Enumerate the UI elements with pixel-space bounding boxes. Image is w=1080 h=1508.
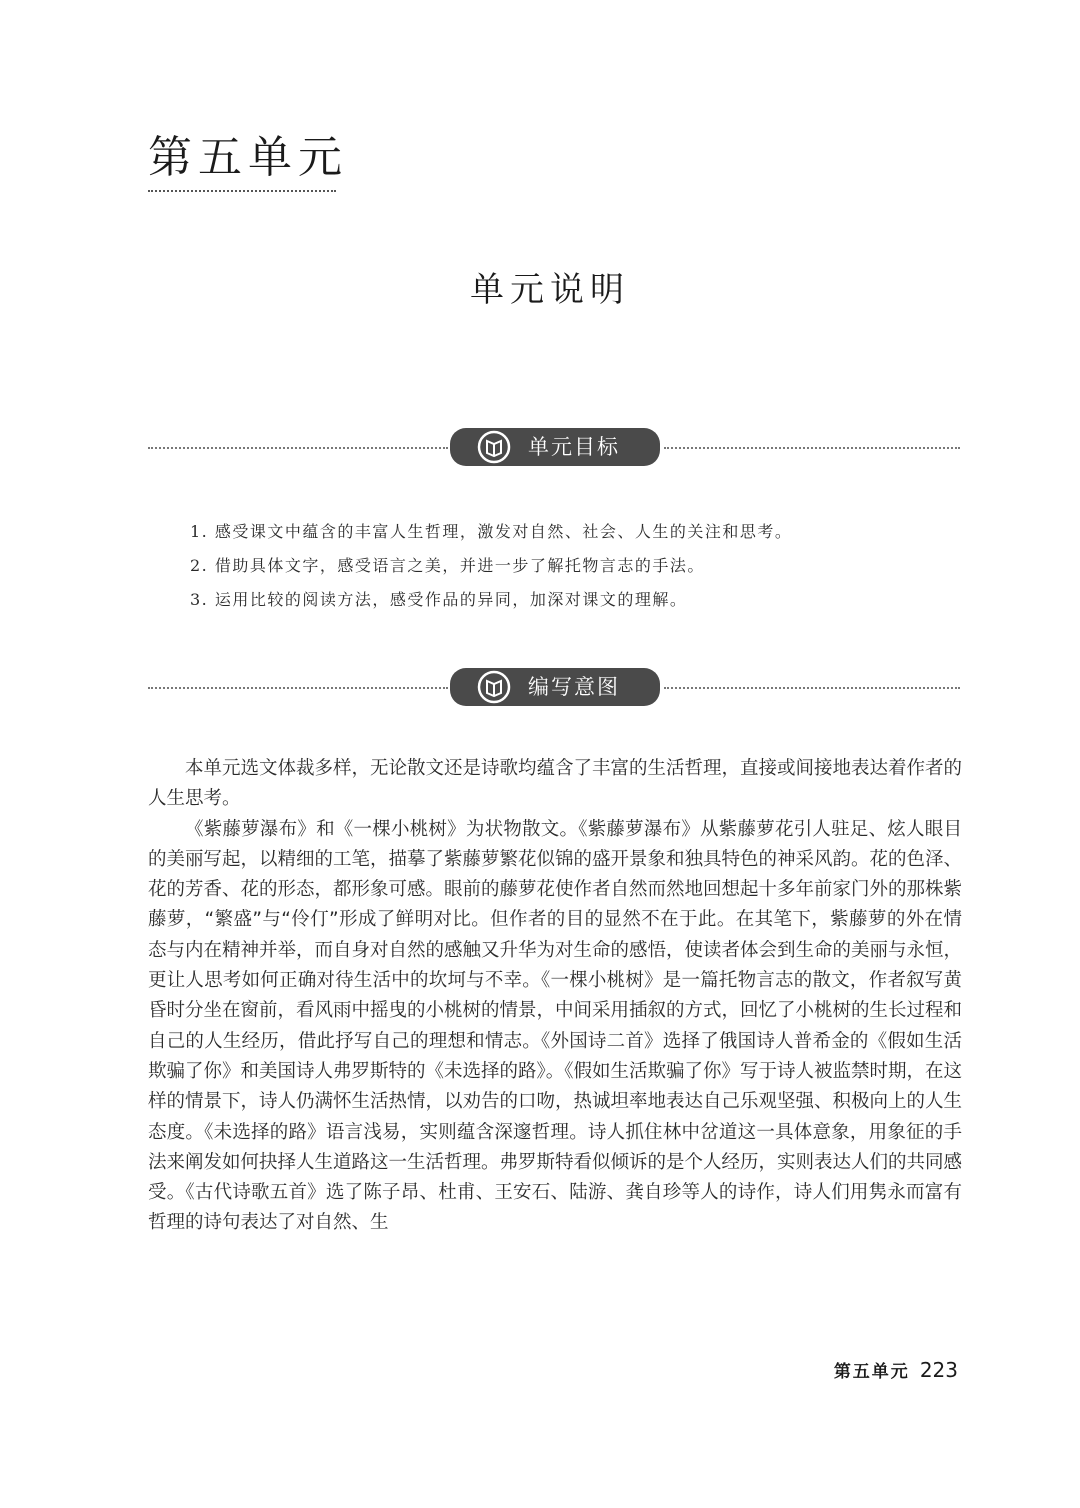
- dotted-rule-right: [664, 687, 960, 689]
- objectives-banner-row: [148, 428, 960, 466]
- page-number: 223: [919, 1358, 958, 1382]
- page-footer: [834, 1357, 958, 1382]
- paragraph: 《紫藤萝瀑布》和《一棵小桃树》为状物散文。《紫藤萝瀑布》从紫藤萝花引人驻足、炫人眼目的美丽写起，以精细的工笔，描摹了紫藤萝繁花似锦的盛开景象和独具特色的神采风韵。花的色泽、花的芳香、花的形态，都形象可感。眼前的藤萝花使作者自然而然地回想起十多年前家门外的那株紫藤萝，“繁盛”与“伶仃”形成了鲜明对比。但作者的目的显然不在于此。在其笔下，紫藤萝的外在情态与内在精神并举，而自身对自然的感触又升华为对生命的感悟，使读者体会到生命的美丽与永恒，更让人思考如何正确对待生活中的坎坷与不幸。《一棵小桃树》是一篇托物言志的散文，作者叙写黄昏时分坐在窗前，看风雨中摇曳的小桃树的情景，中间采用插叙的方式，回忆了小桃树的生长过程和自己的人生经历，借此抒写自己的理想和情志。《外国诗二首》选择了俄国诗人普希金的《假如生活欺骗了你》和美国诗人弗罗斯特的《未选择的路》。《假如生活欺骗了你》写于诗人被监禁时期，在这样的情景下，诗人仍满怀生活热情，以劝告的口吻，热诚坦率地表达自己乐观坚强、积极向上的人生态度。《未选择的路》语言浅易，实则蕴含深邃哲理。诗人抓住林中岔道这一具体意象，用象征的手法来阐发如何抉择人生道路这一生活哲理。弗罗斯特看似倾诉的是个人经历，实则表达人们的共同感受。《古代诗歌五首》选了陈子昂、杜甫、王安石、陆游、龚自珍等人的诗作，诗人们用隽永而富有哲理的诗句表达了对自然、生: [148, 818, 963, 1234]
- objectives-banner-label: 单元目标: [528, 435, 620, 459]
- dotted-rule-left: [148, 447, 448, 449]
- list-item: 3. 运用比较的阅读方法，感受作品的异同，加深对课文的理解。: [190, 590, 688, 609]
- intent-banner-row: [148, 668, 960, 706]
- intent-banner-label: 编写意图: [528, 675, 620, 699]
- paragraph: 本单元选文体裁多样，无论散文还是诗歌均蕴含了丰富的生活哲理，直接或间接地表达着作者的人生思考。: [148, 758, 963, 810]
- unit-explanation-heading: 单元说明: [470, 270, 630, 310]
- book-icon: [476, 429, 512, 465]
- unit-title-underline: [148, 190, 336, 192]
- unit-title: 第五单元: [148, 132, 348, 183]
- book-icon: [476, 669, 512, 705]
- intent-banner: [450, 668, 660, 706]
- intent-body: [148, 754, 962, 1239]
- dotted-rule-left: [148, 687, 448, 689]
- list-item: 1. 感受课文中蕴含的丰富人生哲理，激发对自然、社会、人生的关注和思考。: [190, 522, 793, 541]
- footer-unit-name: 第五单元: [833, 1362, 910, 1382]
- objectives-banner: [450, 428, 660, 466]
- objectives-list: [190, 515, 930, 617]
- list-item: 2. 借助具体文字，感受语言之美，并进一步了解托物言志的手法。: [190, 556, 705, 575]
- dotted-rule-right: [664, 447, 960, 449]
